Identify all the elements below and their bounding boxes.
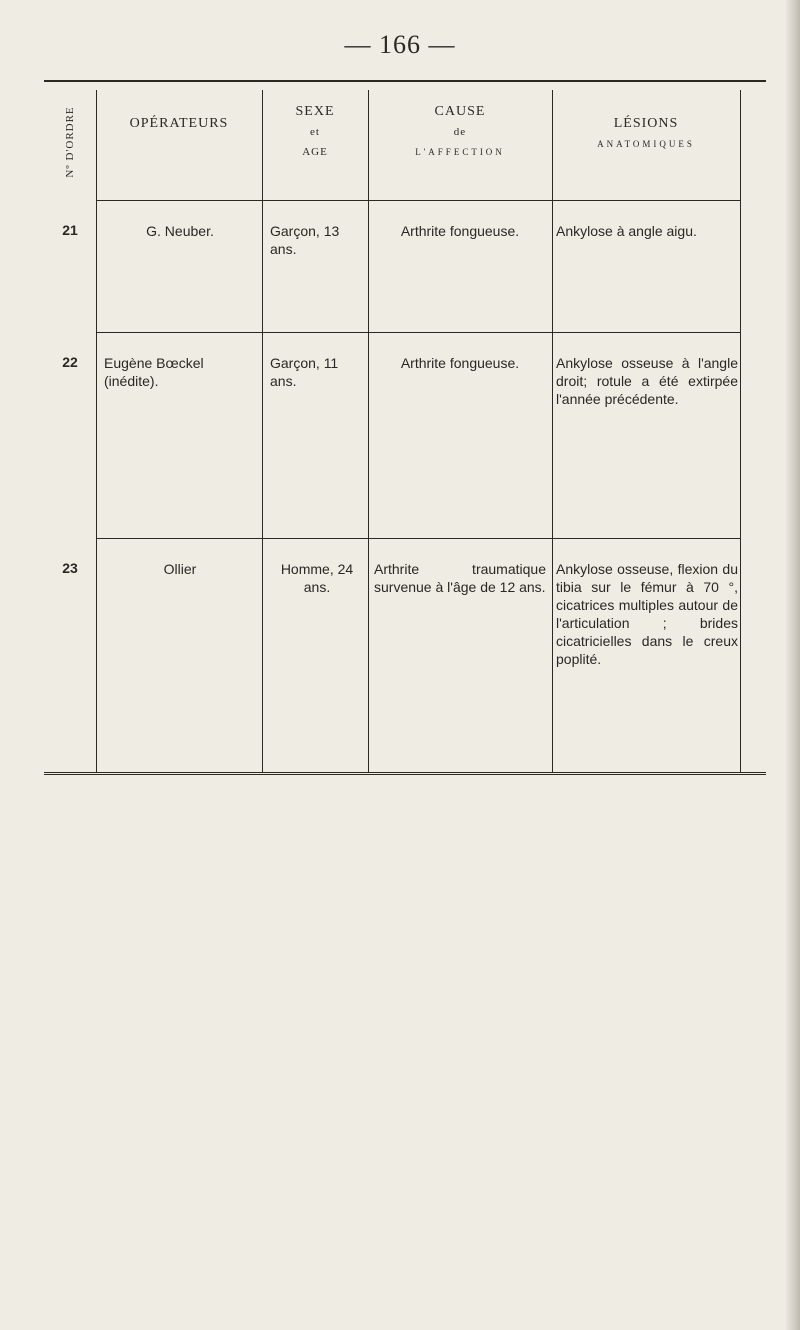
header-affection-label: L'AFFECTION [415, 147, 505, 157]
header-ordre: Nº D'ORDRE [64, 106, 76, 178]
data-table [44, 80, 766, 775]
row-23-lesions: Ankylose osseuse, flexion du tibia sur le fémur à 70 °, cicatrices multiples autour de l'articulation ; brides cicatricielles dans le creux poplité. [556, 561, 738, 667]
row-23-ordre: 23 [62, 560, 78, 576]
row-22-ordre: 22 [62, 354, 78, 370]
column-rule [740, 90, 741, 772]
row-22-cause: Arthrite fongueuse. [400, 355, 520, 371]
row-22-sexe-age: Garçon, 11 ans. [270, 355, 339, 389]
header-cause-label: CAUSE [434, 104, 486, 119]
row-21-ordre: 21 [62, 222, 78, 238]
row-23-sexe-age: Homme, 24 ans. [280, 561, 354, 595]
header-sexe-label: SEXE [295, 104, 335, 119]
row-rule [96, 332, 740, 333]
row-23-cause: Arthrite traumatique survenue à l'âge de 12 ans. [374, 561, 546, 595]
column-rule [552, 90, 553, 772]
header-anatomiques-label: ANATOMIQUES [597, 139, 695, 149]
header-sexe-age [262, 102, 368, 162]
header-operateurs [96, 114, 262, 134]
row-22-operateur: Eugène Bœckel (inédite). [104, 355, 204, 389]
header-lesions-label: LÉSIONS [613, 116, 679, 131]
header-age-label: AGE [302, 146, 328, 158]
column-rule [96, 90, 97, 772]
row-21-lesions: Ankylose à angle aigu. [556, 223, 697, 239]
header-lesions [552, 114, 740, 154]
column-rule [262, 90, 263, 772]
page-number: — 166 — [344, 30, 456, 59]
column-rule [368, 90, 369, 772]
row-21-operateur: G. Neuber. [146, 223, 214, 239]
row-21-cause: Arthrite fongueuse. [400, 223, 520, 239]
header-cause [368, 102, 552, 162]
header-operateurs-label: OPÉRATEURS [129, 116, 229, 131]
row-22-lesions: Ankylose osseuse à l'angle droit; rotule a été extirpée l'année précédente. [556, 355, 738, 407]
page-edge [786, 0, 800, 1330]
row-21-sexe-age: Garçon, 13 ans. [270, 223, 340, 257]
header-rule [96, 200, 740, 201]
row-rule [96, 538, 740, 539]
row-23-operateur: Ollier [163, 561, 197, 577]
header-de-label: de [453, 126, 467, 138]
header-et-label: et [310, 126, 320, 138]
